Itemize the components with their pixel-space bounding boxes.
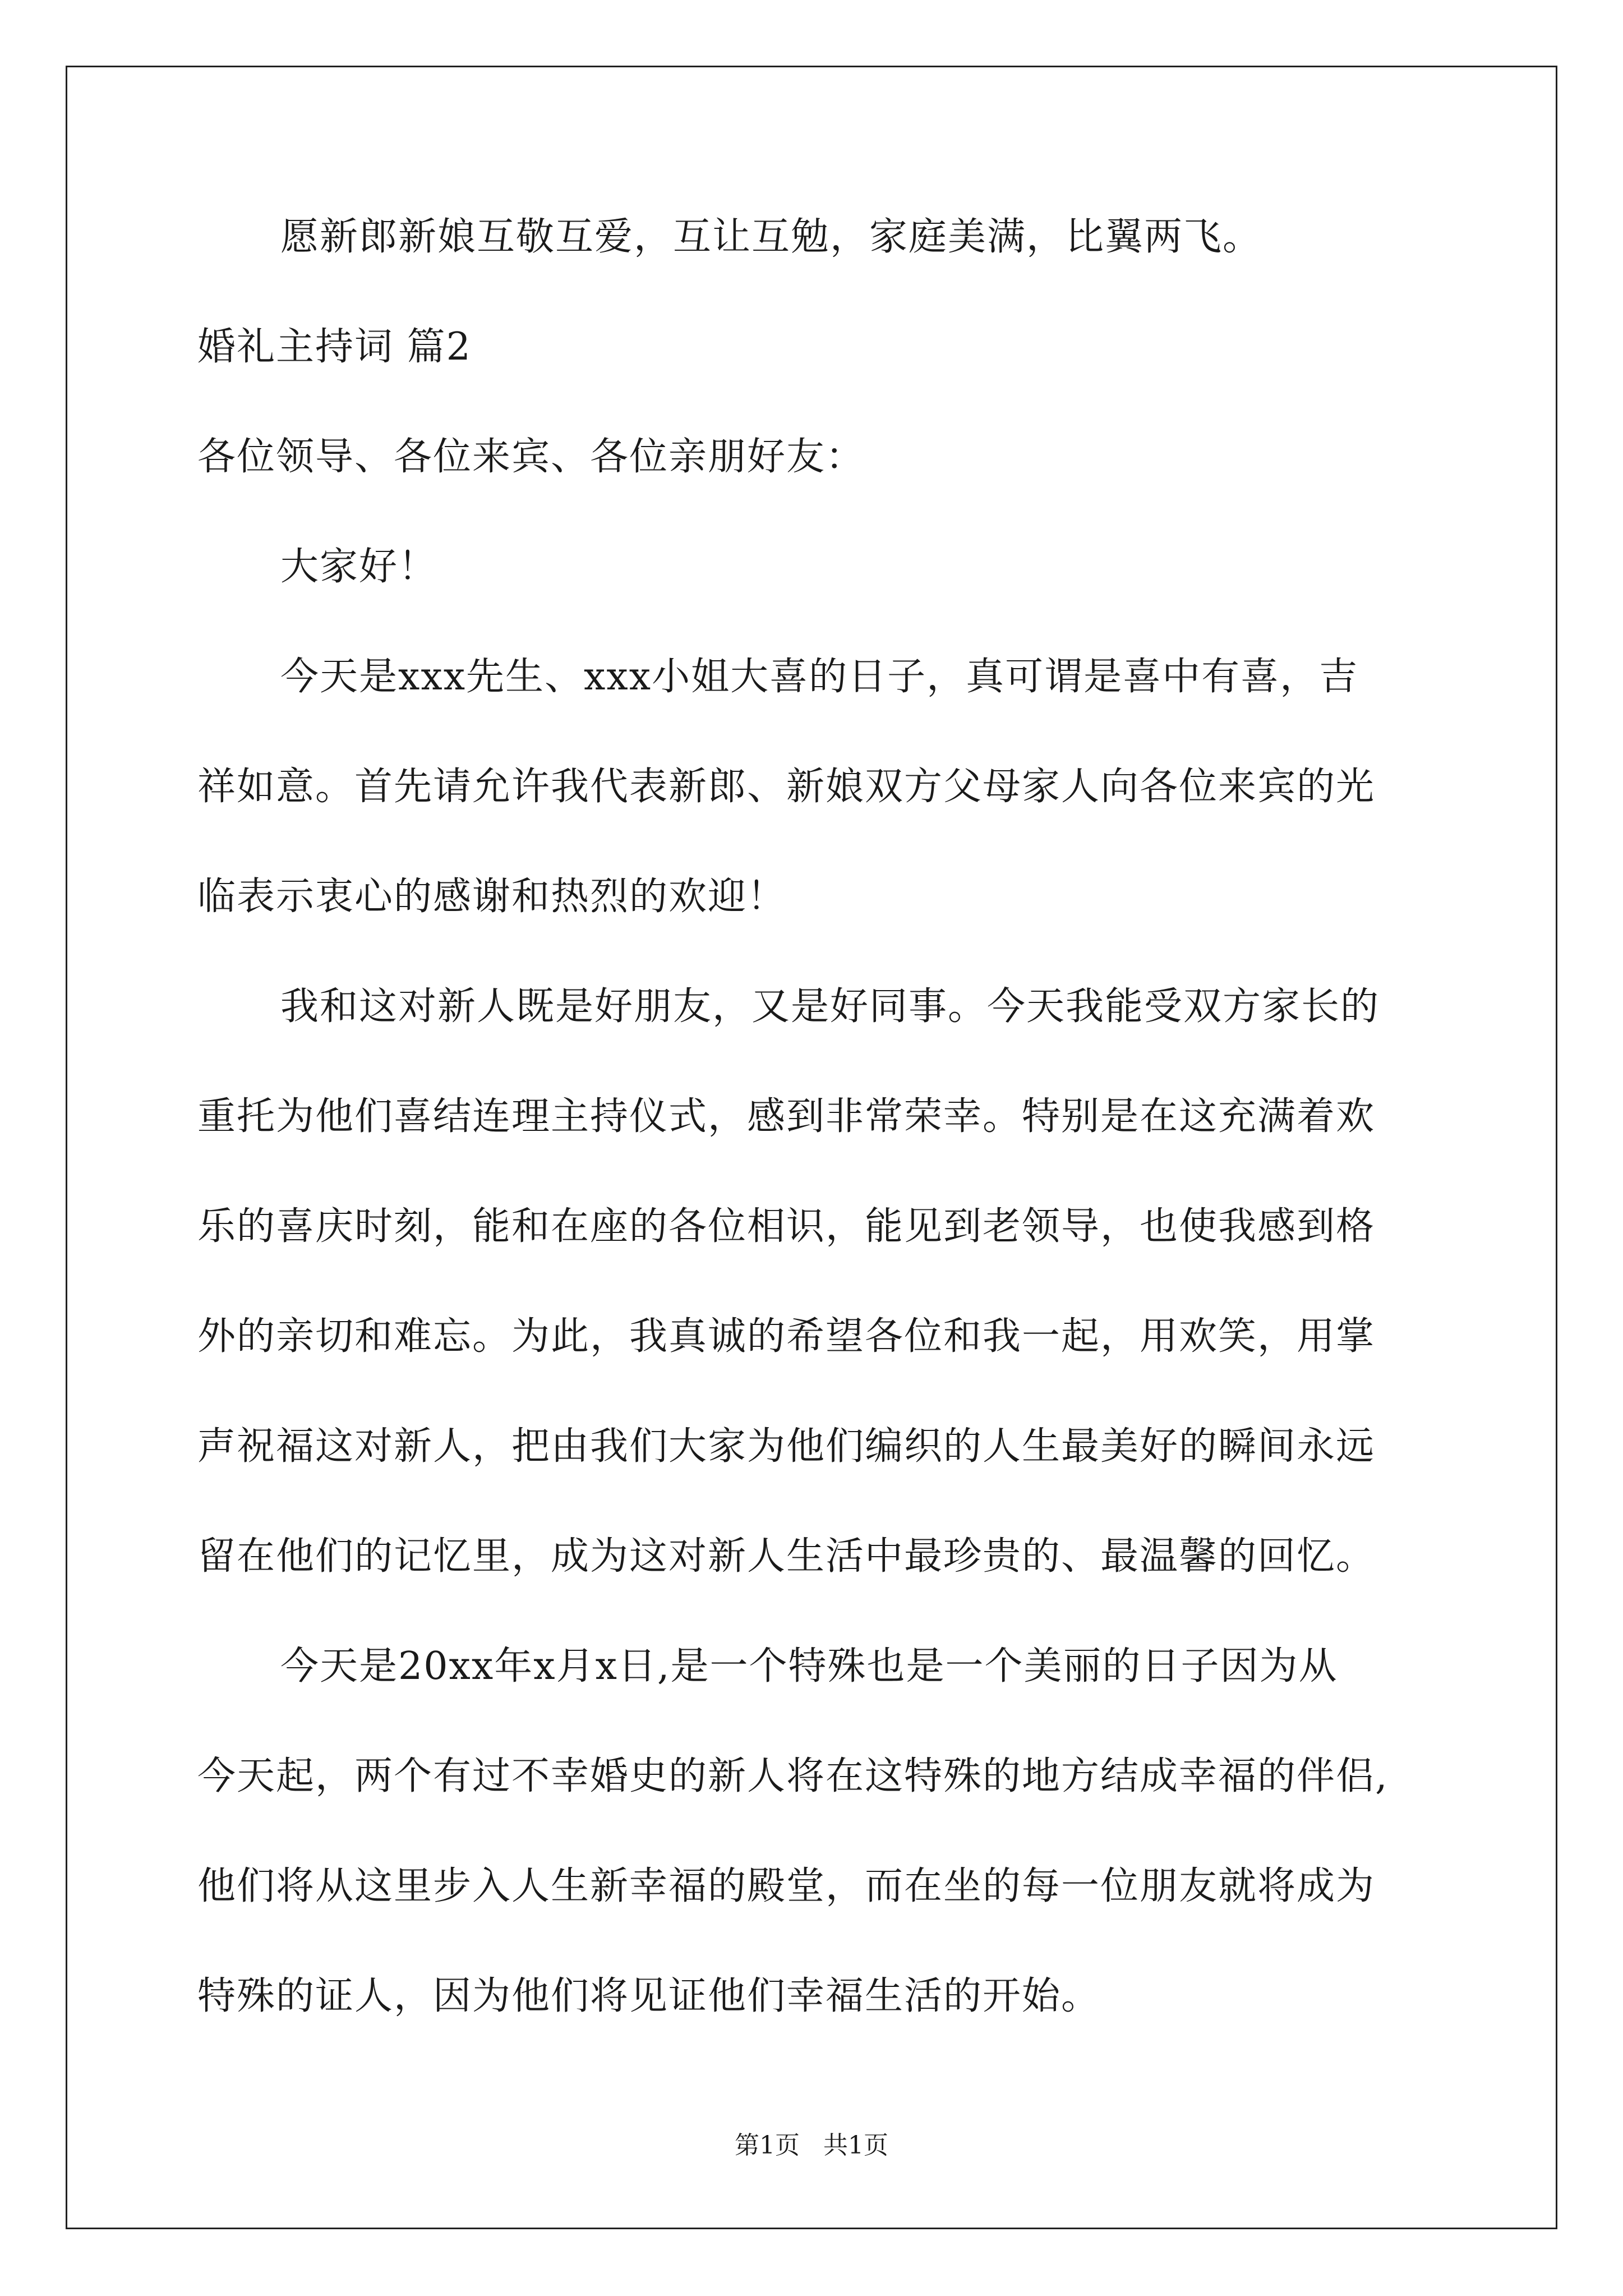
text-line: 他们将从这里步入人生新幸福的殿堂，而在坐的每一位朋友就将成为 (197, 1864, 1376, 1908)
text-line: 乐的喜庆时刻，能和在座的各位相识，能见到老领导，也使我感到格 (197, 1204, 1376, 1249)
page-number-footer: 第1页 共1页 (735, 2131, 888, 2160)
text-line: 外的亲切和难忘。为此，我真诚的希望各位和我一起，用欢笑，用掌 (197, 1314, 1376, 1359)
paragraph-closing-wish (197, 210, 1437, 265)
text-line: 愿新郎新娘互敬互爱，互让互勉，家庭美满，比翼两飞。 (280, 215, 1262, 259)
text-line: 今天起，两个有过不幸婚史的新人将在这特殊的地方结成幸福的伴侣, (197, 1754, 1389, 1798)
text-line: 各位领导、各位来宾、各位亲朋好友： (197, 435, 865, 479)
text-line: 临表示衷心的感谢和热烈的欢迎！ (197, 875, 787, 919)
text-line: 我和这对新人既是好朋友，又是好同事。今天我能受双方家长的 (280, 984, 1380, 1029)
text-line: 今天是xxx先生、xxx小姐大喜的日子，真可谓是喜中有喜，吉 (280, 655, 1359, 699)
paragraph-salutation (197, 430, 1437, 485)
text-line: 留在他们的记忆里，成为这对新人生活中最珍贵的、最温馨的回忆。 (197, 1534, 1376, 1579)
text-line: 大家好！ (280, 545, 438, 589)
paragraph-friends (197, 979, 1437, 1584)
text-line: 声祝福这对新人，把由我们大家为他们编织的人生最美好的瞬间永远 (197, 1424, 1376, 1469)
paragraph-special-day (197, 1639, 1437, 2024)
text-line: 重托为他们喜结连理主持仪式，感到非常荣幸。特别是在这充满着欢 (197, 1094, 1376, 1139)
text-line: 今天是20xx年x月x日,是一个特殊也是一个美丽的日子因为从 (280, 1644, 1338, 1688)
paragraph-greeting (197, 540, 1437, 595)
text-line: 祥如意。首先请允许我代表新郎、新娘双方父母家人向各位来宾的光 (197, 765, 1376, 809)
text-line: 婚礼主持词 篇2 (197, 325, 472, 369)
document-body (197, 210, 1437, 2024)
text-line: 特殊的证人，因为他们将见证他们幸福生活的开始。 (197, 1974, 1101, 2018)
paragraph-today (197, 650, 1437, 924)
section-heading (197, 320, 1437, 375)
